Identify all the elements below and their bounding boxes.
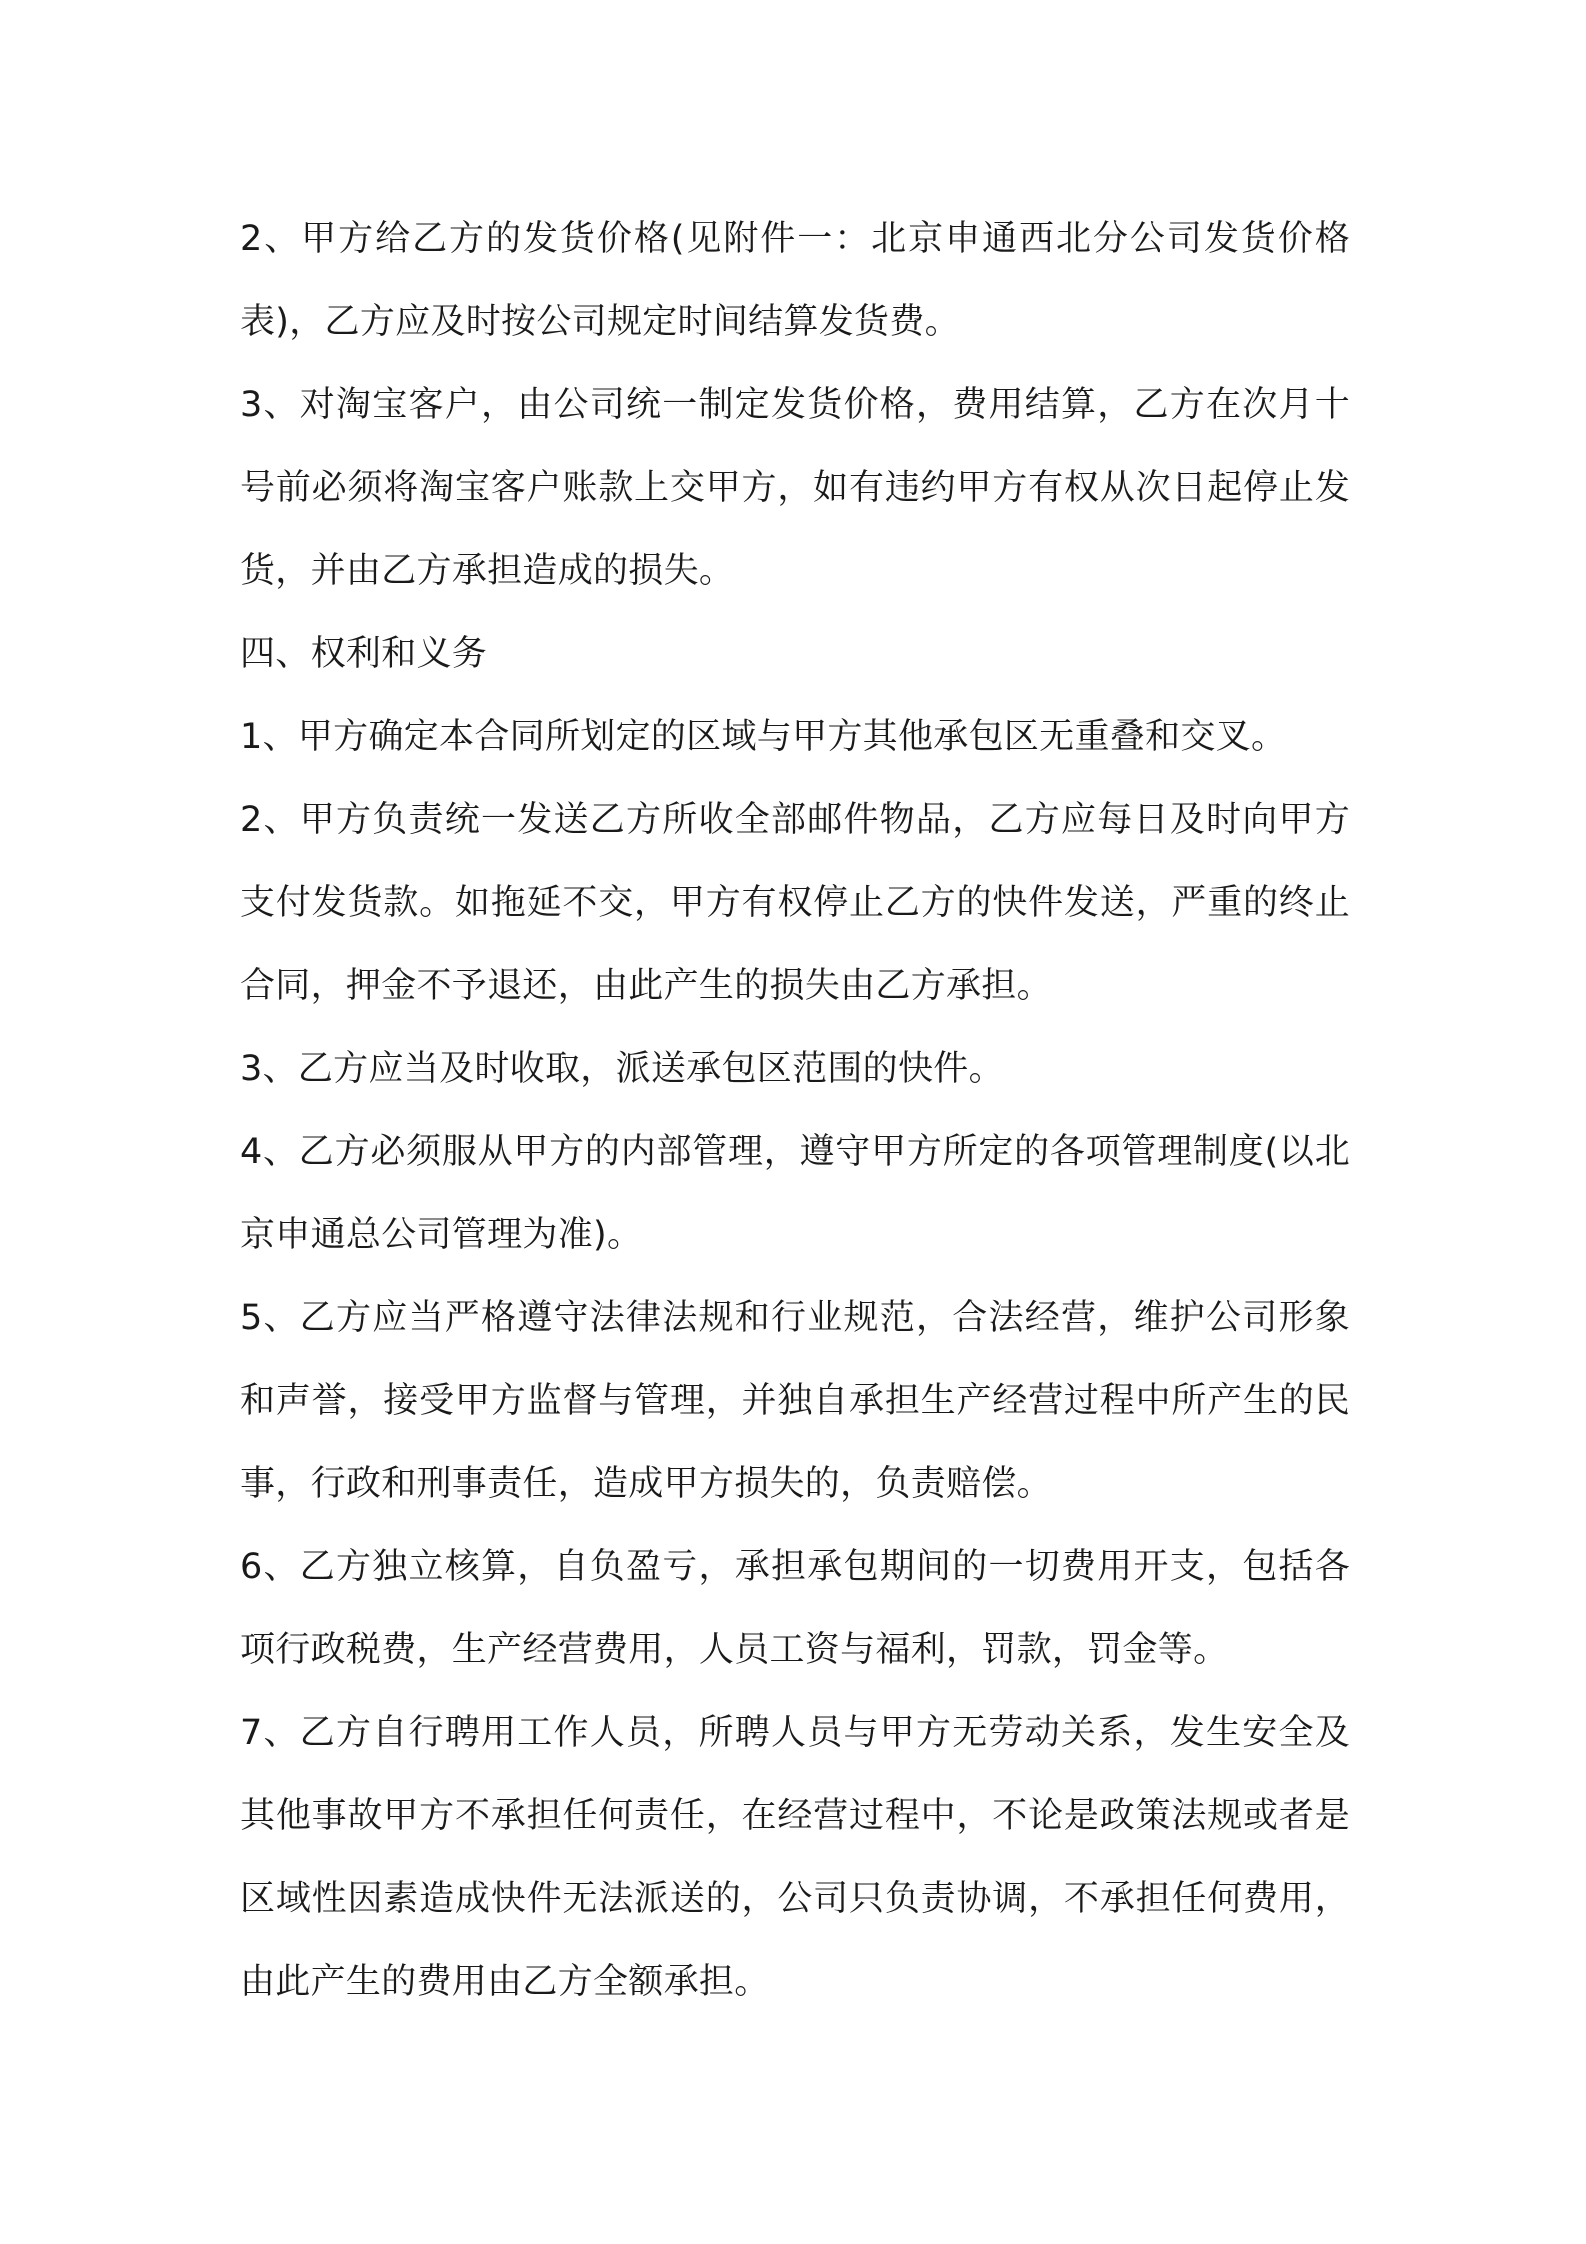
paragraph-clause-4: 4、乙方必须服从甲方的内部管理，遵守甲方所定的各项管理制度(以北京申通总公司管理为准)。 [240, 1132, 1350, 1255]
paragraph-clause-1: 1、甲方确定本合同所划定的区域与甲方其他承包区无重叠和交叉。 [240, 717, 1287, 757]
paragraph-price-schedule: 2、甲方给乙方的发货价格(见附件一：北京申通西北分公司发货价格表)，乙方应及时按公司规定时间结算发货费。 [240, 219, 1350, 342]
paragraph-clause-6: 6、乙方独立核算，自负盈亏，承担承包期间的一切费用开支，包括各项行政税费，生产经营费用，人员工资与福利，罚款，罚金等。 [240, 1547, 1350, 1670]
document-body [240, 198, 1350, 2024]
paragraph-taobao-settlement: 3、对淘宝客户，由公司统一制定发货价格，费用结算，乙方在次月十号前必须将淘宝客户账款上交甲方，如有违约甲方有权从次日起停止发货，并由乙方承担造成的损失。 [240, 385, 1350, 591]
paragraph-clause-7: 7、乙方自行聘用工作人员，所聘人员与甲方无劳动关系，发生安全及其他事故甲方不承担任何责任，在经营过程中，不论是政策法规或者是区域性因素造成快件无法派送的，公司只负责协调，不承担任何费用，由此产生的费用由乙方全额承担。 [240, 1713, 1350, 2002]
paragraph-clause-3: 3、乙方应当及时收取，派送承包区范围的快件。 [240, 1049, 1004, 1089]
paragraph-clause-2: 2、甲方负责统一发送乙方所收全部邮件物品，乙方应每日及时向甲方支付发货款。如拖延不交，甲方有权停止乙方的快件发送，严重的终止合同，押金不予退还，由此产生的损失由乙方承担。 [240, 800, 1350, 1006]
paragraph-clause-5: 5、乙方应当严格遵守法律法规和行业规范，合法经营，维护公司形象和声誉，接受甲方监督与管理，并独自承担生产经营过程中所产生的民事，行政和刑事责任，造成甲方损失的，负责赔偿。 [240, 1298, 1350, 1504]
section-heading-rights-obligations: 四、权利和义务 [240, 634, 488, 674]
